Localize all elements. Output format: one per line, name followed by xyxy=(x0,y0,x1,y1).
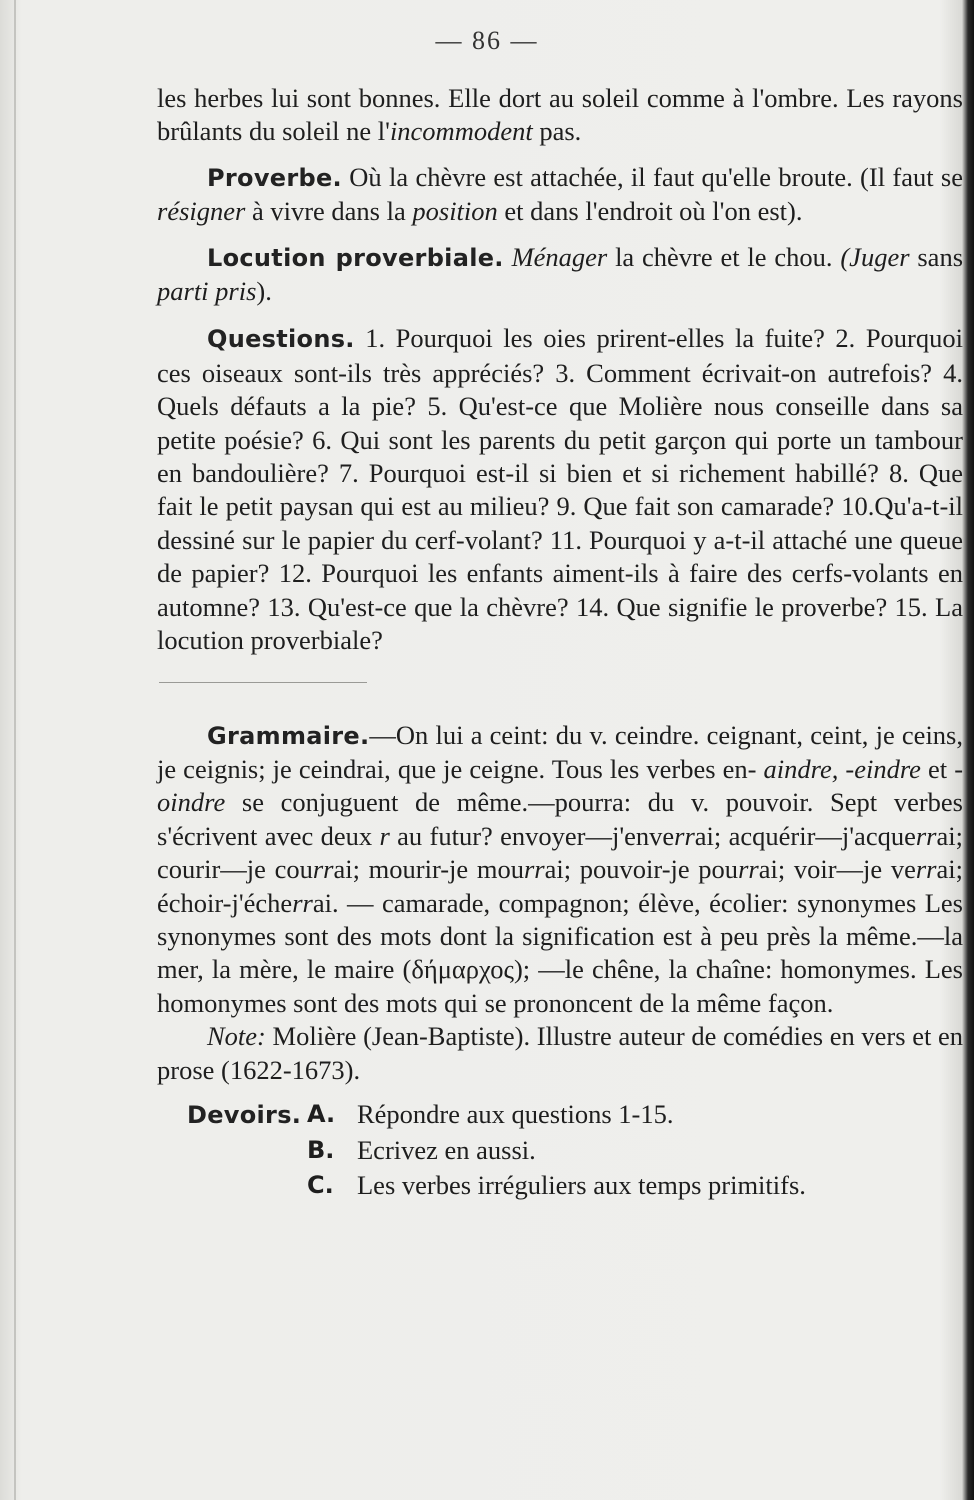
locution-emphasis-1: Ménager xyxy=(511,241,608,272)
proverbe-emphasis-1: résigner xyxy=(157,196,246,227)
locution-text: la chèvre et le chou. xyxy=(607,241,841,272)
grammaire-emphasis-9: rr xyxy=(915,854,937,885)
grammaire-emphasis-4: rr xyxy=(674,820,695,851)
grammaire-text-8: ai; pouvoir-je pou xyxy=(544,854,739,885)
grammaire-text-2: et xyxy=(920,753,955,784)
page-body xyxy=(157,82,963,1203)
grammaire-label: Grammaire. xyxy=(207,721,370,750)
note-paragraph xyxy=(157,1020,963,1087)
grammaire-emphasis-6: rr xyxy=(312,854,334,885)
devoirs-item-letter: A. xyxy=(307,1099,336,1128)
devoirs-item xyxy=(157,1168,963,1203)
grammaire-text-1: —On lui a ceint: du v. ceindre. ceignant, ceint, je ceins, je ceignis; je ceindrai, que je ceigne. Tous les verbes en- xyxy=(157,719,963,784)
grammaire-emphasis-8: rr xyxy=(738,854,759,885)
grammaire-emphasis-2: -oindre xyxy=(157,753,964,818)
proverbe-label: Proverbe. xyxy=(207,163,342,192)
locution-text-2: sans xyxy=(909,241,964,272)
proverbe-paragraph xyxy=(157,161,963,229)
devoirs-label: Devoirs. xyxy=(187,1100,302,1129)
locution-emphasis-3: parti pris xyxy=(157,276,257,307)
proverbe-emphasis-2: position xyxy=(412,196,498,227)
grammaire-paragraph xyxy=(157,719,963,1021)
questions-text: 1. Pourquoi les oies prirent-elles la fuite? 2. Pourquoi ces oiseaux sont-ils très appréciés? 3. Comment écrivait-on autrefois? 4. Quels défauts a la pie? 5. Qu'est-ce que Molière nous conseille dans sa petite poésie? 6. Qui sont les parents du petit garçon qui porte un tambour en bandoulière? 7. Pourquoi est-il si bien et si richement habillé? 8. Que fait le petit paysan qui est au milieu? 9. Que fait son camarade? 10.Qu'a-t-il dessiné sur le papier du cerf-volant? 11. Pourquoi y a-t-il attaché une queue de papier? 12. Pourquoi les enfants aiment-ils à faire des cerfs-volants en automne? 13. Qu'est-ce que la chèvre? 14. Que signifie le proverbe? 15. La locution proverbiale? xyxy=(157,323,963,656)
devoirs-item-letter: C. xyxy=(307,1170,334,1199)
grammaire-emphasis-5: rr xyxy=(915,820,937,851)
devoirs-item xyxy=(157,1133,963,1168)
grammaire-emphasis-10: rr xyxy=(292,887,313,918)
grammaire-text-6: ai; courir—je cou xyxy=(157,820,963,885)
note-label: Note: xyxy=(207,1021,266,1052)
grammaire-text-10: ai; échoir-j'éche xyxy=(157,854,963,918)
page-number: — 86 — xyxy=(435,26,539,55)
grammaire-emphasis-3: r xyxy=(379,820,390,851)
devoirs-section xyxy=(157,1097,963,1203)
questions-paragraph xyxy=(157,322,963,657)
intro-text: les herbes lui sont bonnes. Elle dort au soleil comme à l'ombre. Les rayons brûlants du soleil ne l' xyxy=(157,83,963,147)
questions-label: Questions. xyxy=(207,325,355,354)
gutter-shadow xyxy=(14,0,16,1500)
grammaire-text-7: ai; mourir-je mou xyxy=(333,854,524,885)
grammaire-emphasis-1: aindre, -eindre xyxy=(763,753,921,784)
devoirs-item xyxy=(157,1097,963,1133)
grammaire-text-3: se conjuguent de même.—pourra: du v. pouvoir. Sept verbes s'écrivent avec deux xyxy=(157,787,963,851)
locution-text-3: ). xyxy=(256,276,272,307)
intro-text-end: pas. xyxy=(532,116,582,147)
locution-emphasis-2: (Juger xyxy=(840,241,910,272)
grammaire-text-4: au futur? envoyer—j'enve xyxy=(389,820,675,851)
grammaire-emphasis-7: rr xyxy=(523,854,545,885)
section-divider xyxy=(159,682,367,683)
grammaire-text-11: ai. — camarade, compagnon; élève, écolier: synonymes Les synonymes sont des mots dont la signification est à peu près la même.—la mer, la mère, le maire (δήμαρχος); —le chêne, la chaîne: homonymes. Les homonymes sont des mots qui se prononcent de la même façon. xyxy=(157,887,963,1018)
grammaire-text-9: ai; voir—je ve xyxy=(758,854,916,885)
locution-label: Locution proverbiale. xyxy=(207,243,504,272)
intro-emphasis: incommodent xyxy=(389,116,533,147)
devoirs-item-text: Les verbes irréguliers aux temps primitifs. xyxy=(357,1169,806,1200)
devoirs-item-text: Répondre aux questions 1-15. xyxy=(357,1098,674,1129)
proverbe-text-2: à vivre dans la xyxy=(245,196,413,227)
proverbe-text-3: et dans l'endroit où l'on est). xyxy=(497,196,803,227)
grammaire-text-5: ai; acquérir—j'acque xyxy=(694,820,916,851)
proverbe-text: Où la chèvre est attachée, il faut qu'elle broute. (Il faut se xyxy=(341,161,963,192)
intro-paragraph xyxy=(157,82,963,149)
note-text: Molière (Jean-Baptiste). Illustre auteur de comédies en vers et en prose (1622-1673). xyxy=(157,1021,963,1085)
devoirs-item-letter: B. xyxy=(307,1135,335,1164)
devoirs-item-text: Ecrivez en aussi. xyxy=(357,1134,536,1165)
locution-paragraph xyxy=(157,241,963,309)
